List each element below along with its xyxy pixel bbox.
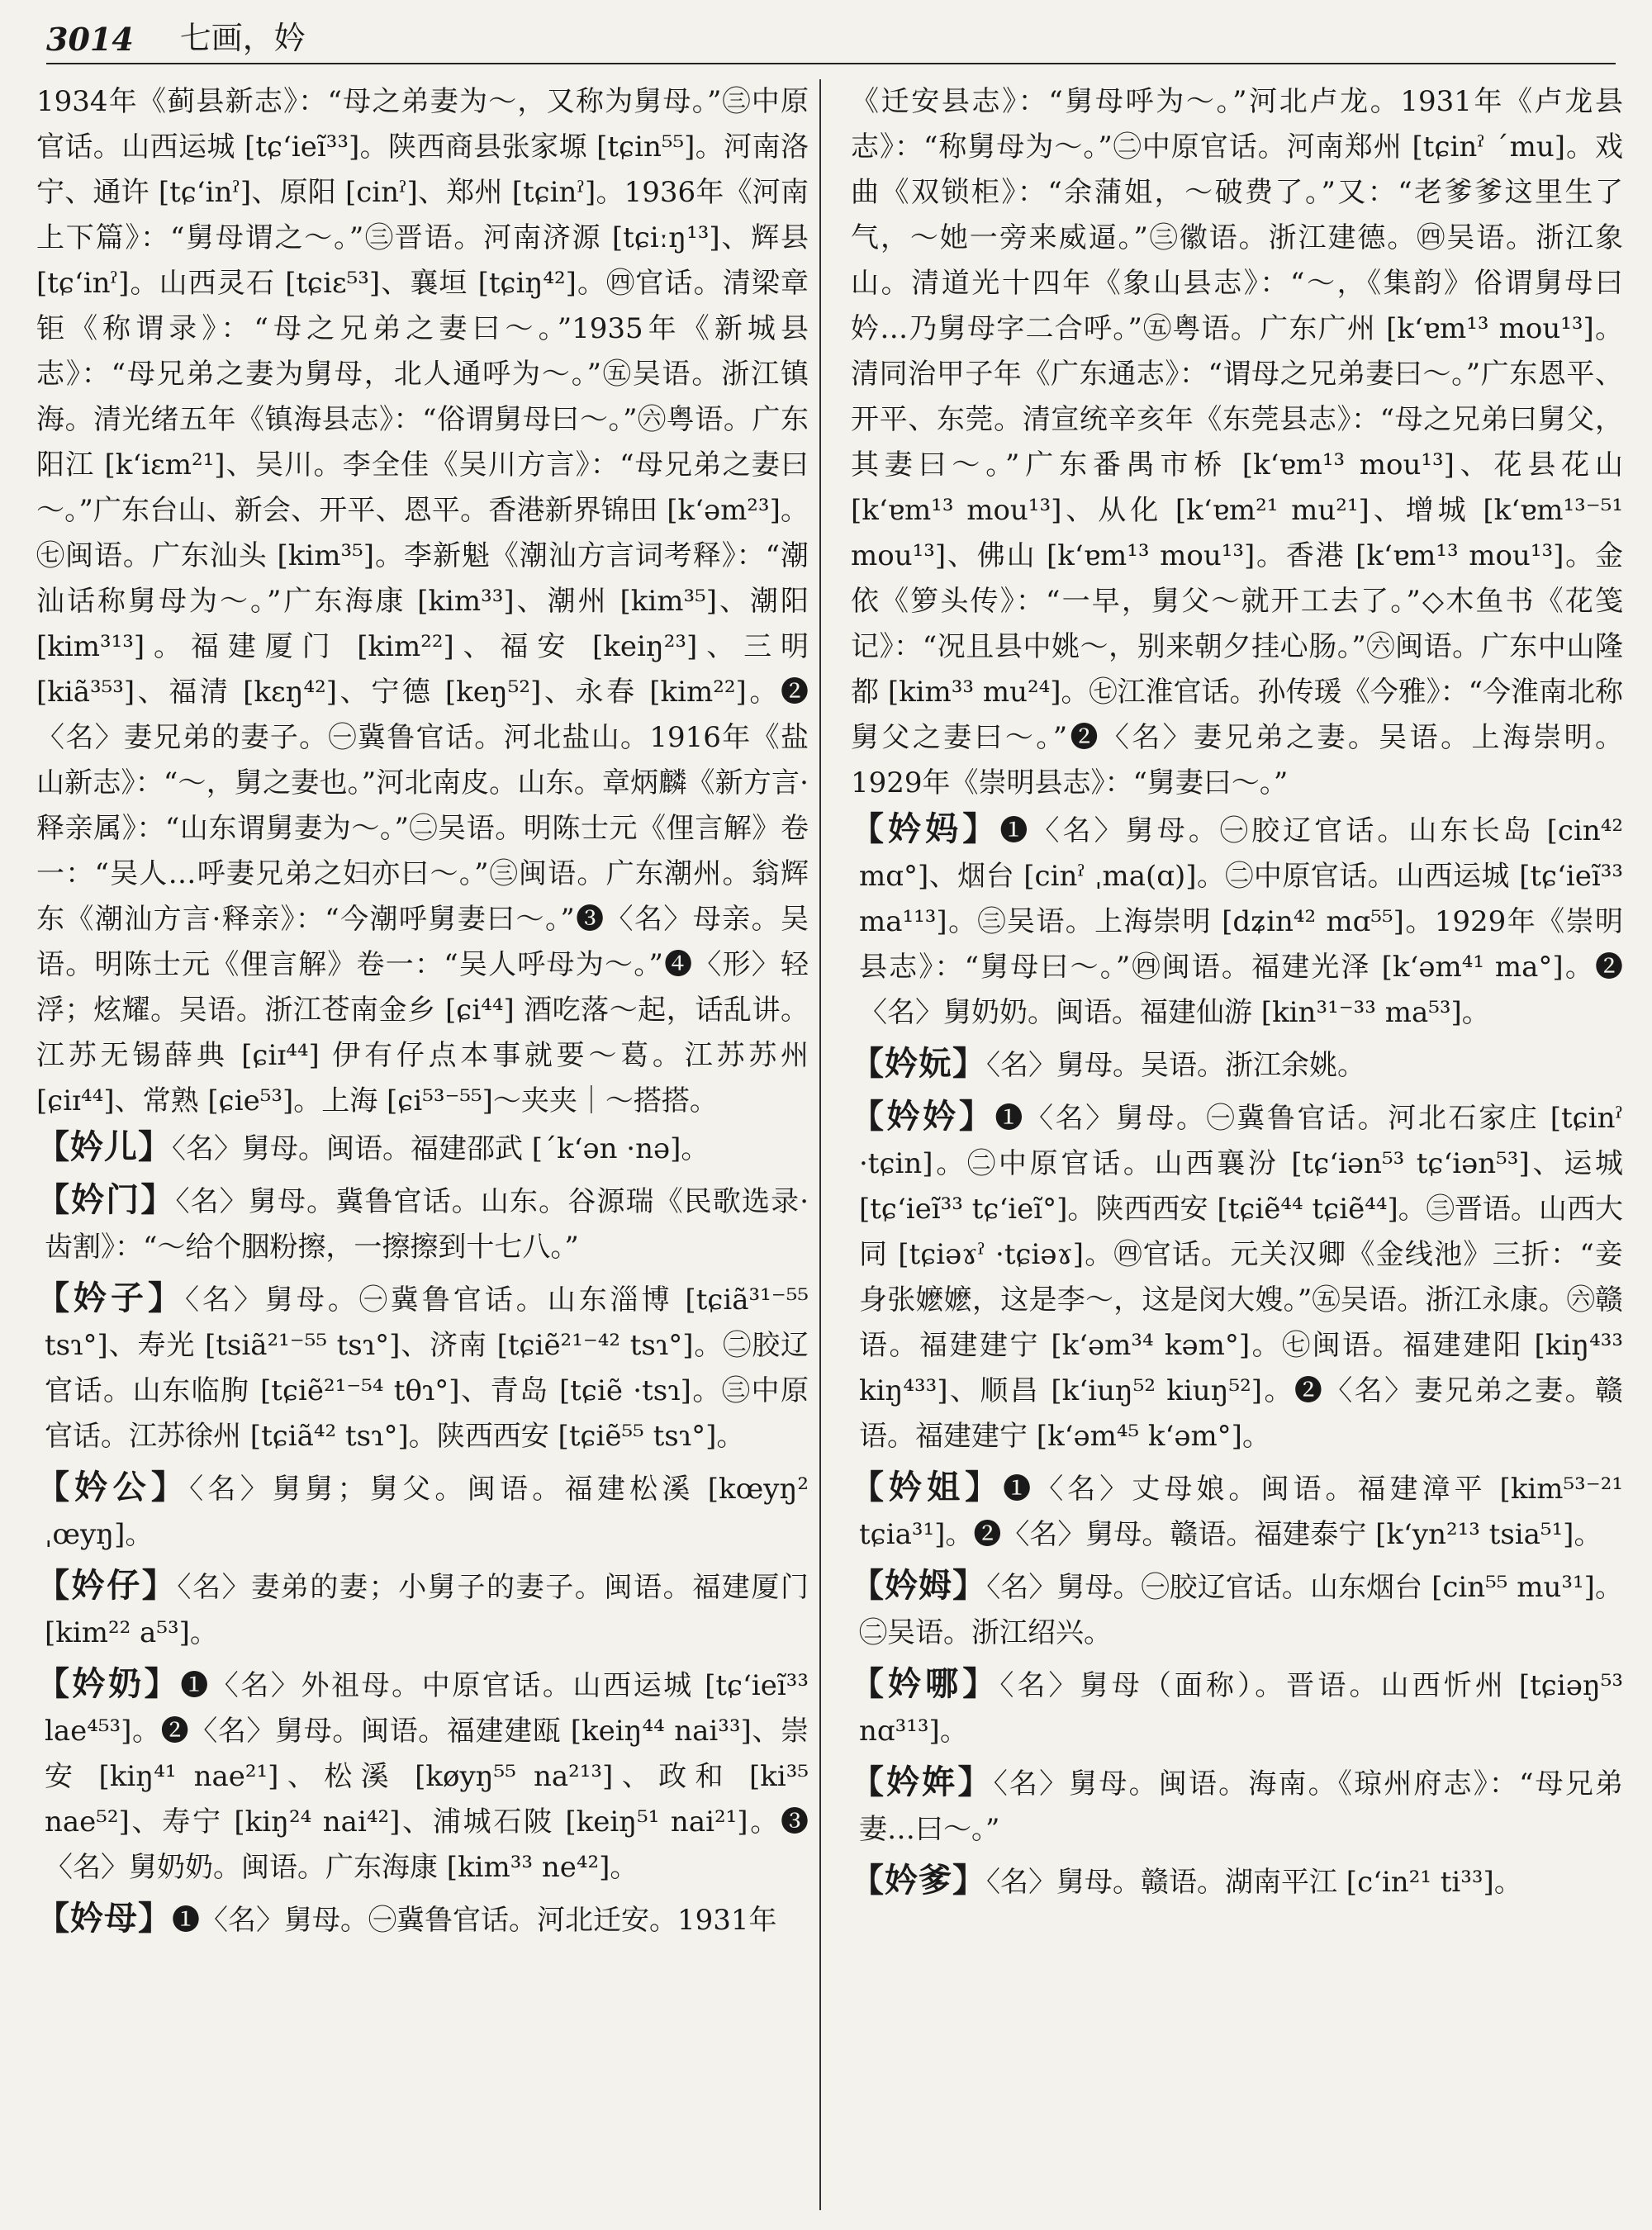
headword: 【妗门】 [36,1180,176,1219]
entry-jiner [36,1124,809,1172]
headword: 【妗妈】 [851,809,1000,848]
definition: 〈名〉舅母（面称）。晋语。山西忻州 [tɕiəŋ⁵³ nɑ³¹³]。 [859,1669,1623,1748]
right-column [851,79,1623,2218]
page-number: 3014 [46,21,134,58]
definition: ❶〈名〉丈母娘。闽语。福建漳平 [kim⁵³⁻²¹ tɕia³¹]。❷〈名〉舅母。赣语。福建泰宁 [kʻyn²¹³ tsia⁵¹]。 [859,1473,1623,1551]
entry-jindie [851,1858,1623,1905]
left-column [36,79,809,2218]
definition: 〈名〉舅母。闽语。海南。《琼州府志》：“母兄弟妻…曰～。” [859,1767,1623,1846]
definition: 〈名〉妻弟的妻；小舅子的妻子。闽语。福建厦门 [kim²² a⁵³]。 [45,1571,809,1649]
definition: ❶〈名〉外祖母。中原官话。山西运城 [tɕʻieĩ³³ lae⁴⁵³]。❷〈名〉舅母。闽语。福建建瓯 [keiŋ⁴⁴ nai³³]、崇安 [kiŋ⁴¹ nae²¹]、松溪 [køyŋ⁵⁵ na²¹³]、政和 [ki³⁵ nae⁵²]、寿宁 [kiŋ²⁴ nai⁴²]、浦城石陂 [keiŋ⁵¹ nai²¹]。❸〈名〉舅奶奶。闽语。广东海康 [kim³³ ne⁴²]。 [45,1669,809,1884]
entry-continuation: 《迁安县志》：“舅母呼为～。”河北卢龙。1931年《卢龙县志》：“称舅母为～。”㊁中原官话。河南郑州 [tɕinˀ ˊmu]。戏曲《双锁柜》：“余蒲姐，～破费了。”又：“老爹爹这里生了气，～她一旁来威逼。”㊂徽语。浙江建德。㊃吴语。浙江象山。清道光十四年《象山县志》：“～，《集韵》俗谓舅母曰妗…乃舅母字二合呼。”㊄粤语。广东广州 [kʻɐm¹³ mou¹³]。清同治甲子年《广东通志》：“谓母之兄弟妻曰～。”广东恩平、开平、东莞。清宣统辛亥年《东莞县志》：“母之兄弟曰舅父，其妻曰～。”广东番禺市桥 [kʻɐm¹³ mou¹³]、花县花山 [kʻɐm¹³ mou¹³]、从化 [kʻɐm²¹ mu²¹]、增城 [kʻɐm¹³⁻⁵¹ mou¹³]、佛山 [kʻɐm¹³ mou¹³]。香港 [kʻɐm¹³ mou¹³]。金依《箩头传》：“一早，舅父～就开工去了。”◇木鱼书《花笺记》：“况且县中姚～，别来朝夕挂心肠。”㊅闽语。广东中山隆都 [kim³³ mu²⁴]。㊆江淮官话。孙传瑗《今雅》：“今淮南北称舅父之妻曰～。”❷〈名〉妻兄弟之妻。吴语。上海崇明。1929年《崇明县志》：“舅妻曰～。” [851,85,1623,799]
entry-jinma [851,806,1623,1036]
definition: 〈名〉舅母。㊀冀鲁官话。山东淄博 [tɕiã³¹⁻⁵⁵ tsɿ°]、寿光 [tsiã²¹⁻⁵⁵ tsɿ°]、济南 [tɕiẽ²¹⁻⁴² tsɿ°]。㊁胶辽官话。山东临朐 [tɕiẽ²¹⁻⁵⁴ tθɿ°]、青岛 [tɕiẽ ·tsɿ]。㊂中原官话。江苏徐州 [tɕiã⁴² tsɿ°]。陕西西安 [tɕiẽ⁵⁵ tsɿ°]。 [45,1283,809,1453]
headword: 【妗哪】 [851,1664,1000,1703]
page-header [46,13,1616,64]
headword: 【妗姩】 [851,1763,994,1801]
entry-jinzai [36,1563,809,1656]
definition: 〈名〉舅母。赣语。湖南平江 [cʻin²¹ ti³³]。 [986,1866,1522,1899]
headword: 【妗儿】 [36,1127,172,1166]
entry-jinmen [36,1177,809,1270]
column-divider [819,79,821,2210]
entry-jinna [851,1661,1623,1754]
entry-jinwan [851,1041,1623,1089]
headword: 【妗奶】 [36,1664,181,1703]
headword: 【妗妧】 [851,1044,986,1083]
headword: 【妗公】 [36,1468,190,1506]
entry-jingong [36,1464,809,1558]
headword: 【妗子】 [36,1279,185,1317]
definition: 〈名〉舅母。吴语。浙江余姚。 [986,1049,1365,1082]
headword: 【妗爹】 [851,1861,986,1900]
entry-jinjin [851,1094,1623,1459]
headword: 【妗妗】 [851,1097,995,1136]
definition: 〈名〉舅母。闽语。福建邵武 [ˊkʻən ·nə]。 [172,1132,710,1165]
page-section-title: 七画，妗 [179,20,306,56]
definition: 〈名〉舅母。㊀胶辽官话。山东烟台 [cin⁵⁵ mu³¹]。㊁吴语。浙江绍兴。 [859,1571,1623,1649]
entry-jinmu2 [851,1563,1623,1656]
entry-jinjie [851,1464,1623,1558]
definition: ❶〈名〉舅母。㊀冀鲁官话。河北石家庄 [tɕinˀ ·tɕin]。㊁中原官话。山西襄汾 [tɕʻiən⁵³ tɕʻiən⁵³]、运城 [tɕʻieĩ³³ tɕʻieĩ°]。陕西西安 [tɕiẽ⁴⁴ tɕiẽ⁴⁴]。㊂晋语。山西大同 [tɕiəɤˀ ·tɕiəɤ]。㊃官话。元关汉卿《金线池》三折：“妾身张嬷嬷，这是李～，这是闵大嫂。”㊄吴语。浙江永康。㊅赣语。福建建宁 [kʻəm³⁴ kəm°]。㊆闽语。福建建阳 [kiŋ⁴³³ kiŋ⁴³³]、顺昌 [kʻiuŋ⁵² kiuŋ⁵²]。❷〈名〉妻兄弟之妻。赣语。福建建宁 [kʻəm⁴⁵ kʻəm°]。 [859,1102,1623,1453]
definition: 〈名〉舅母。冀鲁官话。山东。谷源瑞《民歌选录·齿割》：“～给个胭粉擦，一擦擦到十七八。” [45,1185,809,1264]
headword: 【妗母】 [36,1899,172,1938]
definition: 〈名〉舅舅；舅父。闽语。福建松溪 [kœyŋ² ˌœyŋ]。 [45,1473,809,1551]
headword: 【妗仔】 [36,1566,178,1605]
definition: ❶〈名〉舅母。㊀胶辽官话。山东长岛 [cin⁴² mɑ°]、烟台 [cinˀ ˌma(ɑ)]。㊁中原官话。山西运城 [tɕʻieĩ³³ ma¹¹³]。㊂吴语。上海崇明 [dʑin⁴² mɑ⁵⁵]。1929年《崇明县志》：“舅母曰～。”㊃闽语。福建光泽 [kʻəm⁴¹ ma°]。❷〈名〉舅奶奶。闽语。福建仙游 [kin³¹⁻³³ ma⁵³]。 [859,814,1623,1029]
entry-jinmu [36,1896,809,1943]
definition: ❶〈名〉舅母。㊀冀鲁官话。河北迁安。1931年 [172,1904,777,1937]
headword: 【妗姐】 [851,1468,1004,1506]
headword: 【妗姆】 [851,1566,987,1605]
entry-continuation: 1934年《蓟县新志》：“母之弟妻为～，又称为舅母。”㊂中原官话。山西运城 [tɕʻieĩ³³]。陕西商县张家塬 [tɕin⁵⁵]。河南洛宁、通许 [tɕʻinˀ]、原阳 [cinˀ]、郑州 [tɕinˀ]。1936年《河南上下篇》：“舅母谓之～。”㊂晋语。河南济源 [tɕiːŋ¹³]、辉县 [tɕʻinˀ]。山西灵石 [tɕiɛ⁵³]、襄垣 [tɕiŋ⁴²]。㊃官话。清梁章钜《称谓录》：“母之兄弟之妻曰～。”1935年《新城县志》：“母兄弟之妻为舅母，北人通呼为～。”㊄吴语。浙江镇海。清光绪五年《镇海县志》：“俗谓舅母曰～。”㊅粤语。广东阳江 [kʻiɛm²¹]、吴川。李全佳《吴川方言》：“母兄弟之妻曰～。”广东台山、新会、开平、恩平。香港新界锦田 [kʻəm²³]。㊆闽语。广东汕头 [kim³⁵]。李新魁《潮汕方言词考释》：“潮汕话称舅母为～。”广东海康 [kim³³]、潮州 [kim³⁵]、潮阳 [kim³¹³]。福建厦门 [kim²²]、福安 [keiŋ²³]、三明 [kiã³⁵³]、福清 [kɛŋ⁴²]、宁德 [keŋ⁵²]、永春 [kim²²]。❷〈名〉妻兄弟的妻子。㊀冀鲁官话。河北盐山。1916年《盐山新志》：“～，舅之妻也。”河北南皮。山东。章炳麟《新方言·释亲属》：“山东谓舅妻为～。”㊁吴语。明陈士元《俚言解》卷一：“吴人…呼妻兄弟之妇亦曰～。”㊂闽语。广东潮州。翁辉东《潮汕方言·释亲》：“今潮呼舅妻曰～。”❸〈名〉母亲。吴语。明陈士元《俚言解》卷一：“吴人呼母为～。”❹〈形〉轻浮；炫耀。吴语。浙江苍南金乡 [ɕi⁴⁴] 酒吃落～起，话乱讲。江苏无锡薛典 [ɕiɪ⁴⁴] 伊有仔点本事就要～葛。江苏苏州 [ɕiɪ⁴⁴]、常熟 [ɕie⁵³]。上海 [ɕi⁵³⁻⁵⁵]～夹夹｜～搭搭。 [36,85,809,1117]
entry-jinzi [36,1275,809,1459]
entry-jinnian [851,1759,1623,1853]
entry-jinnai [36,1661,809,1891]
